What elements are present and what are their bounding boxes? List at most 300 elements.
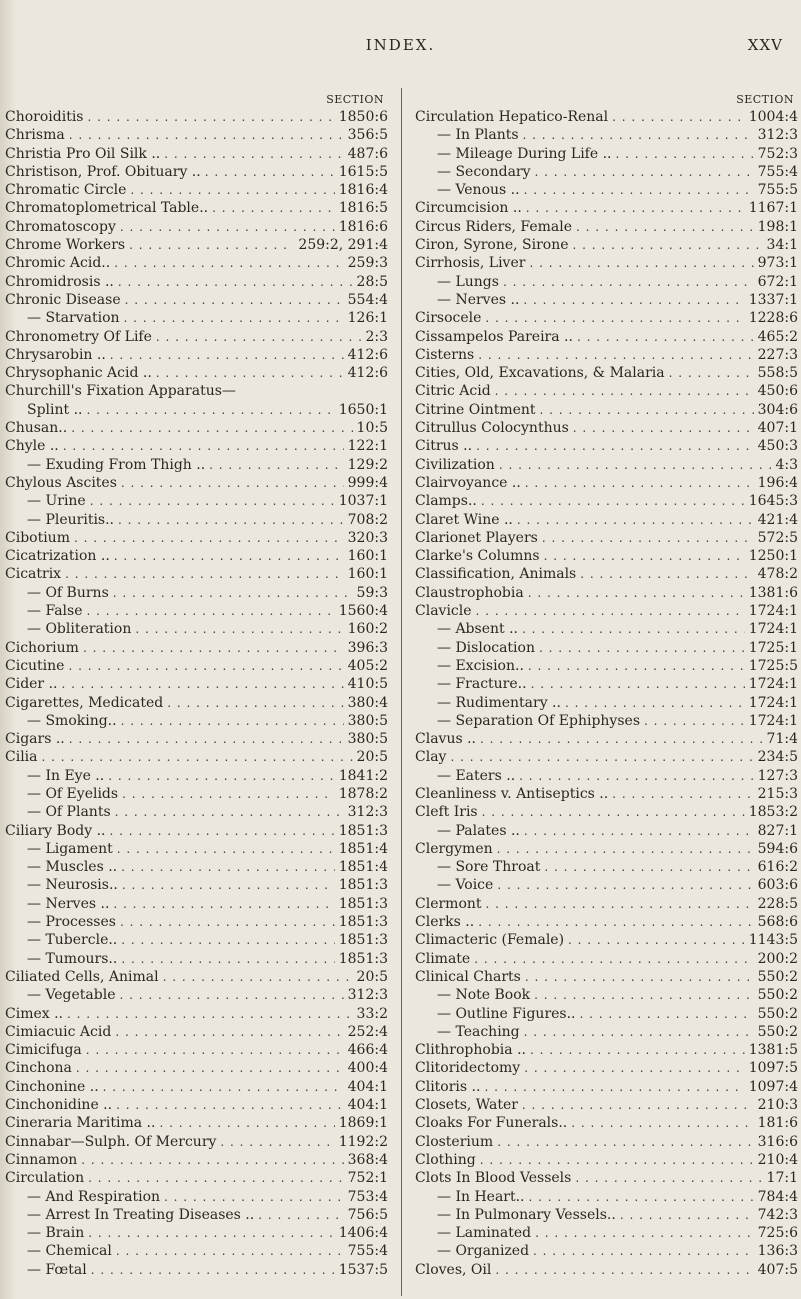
dot-leader xyxy=(580,565,753,583)
index-entry xyxy=(5,1133,388,1151)
index-entry xyxy=(5,1059,388,1077)
section-reference: 404:1 xyxy=(347,1078,388,1095)
index-entry xyxy=(415,913,798,931)
dot-leader xyxy=(113,895,334,913)
dot-leader xyxy=(116,1096,344,1114)
index-entry xyxy=(415,1151,798,1169)
index-term: Chrome Workers xyxy=(5,237,126,254)
index-term: Cinnabar—Sulph. Of Mercury xyxy=(5,1133,217,1150)
index-entry xyxy=(415,401,798,419)
index-entry xyxy=(5,730,388,748)
dot-leader xyxy=(482,803,745,821)
dot-leader xyxy=(130,181,334,199)
dot-leader xyxy=(69,730,344,748)
dot-leader xyxy=(478,346,753,364)
index-term: Chromatoplometrical Table.. xyxy=(5,200,209,217)
section-reference: 755:5 xyxy=(757,182,798,199)
section-reference: 753:4 xyxy=(347,1188,388,1205)
dot-leader xyxy=(575,1169,762,1187)
section-reference: 554:4 xyxy=(347,291,388,308)
section-column-label: SECTION xyxy=(326,93,384,106)
index-term: Choroiditis xyxy=(5,109,84,125)
dot-leader xyxy=(530,1041,745,1059)
dot-leader xyxy=(576,218,754,236)
dot-leader xyxy=(523,291,744,309)
section-reference: 1143:5 xyxy=(748,932,798,949)
index-term: Civilization xyxy=(415,456,495,473)
index-term: Cichorium xyxy=(5,639,79,656)
section-reference: 33:2 xyxy=(356,1005,388,1022)
section-reference: 396:3 xyxy=(347,639,388,656)
dot-leader xyxy=(114,547,344,565)
index-entry xyxy=(5,803,388,821)
section-reference: 1337:1 xyxy=(748,291,798,308)
index-term: Chrysophanic Acid .. xyxy=(5,365,152,382)
index-entry xyxy=(415,785,798,803)
section-reference: 400:4 xyxy=(347,1060,388,1077)
section-reference: 550:2 xyxy=(757,968,798,985)
section-reference: 356:5 xyxy=(347,127,388,144)
dot-leader xyxy=(164,145,343,163)
index-term: Cimex .. xyxy=(5,1005,63,1022)
dot-leader xyxy=(528,657,745,675)
dot-leader xyxy=(524,181,754,199)
index-term: Climate xyxy=(415,950,471,967)
index-entry xyxy=(415,1261,798,1279)
dot-leader xyxy=(528,584,745,602)
section-reference: 1851:4 xyxy=(338,840,388,857)
section-reference: 1381:6 xyxy=(748,584,798,601)
index-term: — Organized xyxy=(437,1243,530,1260)
index-entry xyxy=(5,309,388,327)
index-term: — Nerves .. xyxy=(437,291,520,308)
index-entry xyxy=(415,620,798,638)
index-term: — Note Book xyxy=(437,987,531,1004)
index-entry xyxy=(5,1261,388,1279)
section-reference: 1724:1 xyxy=(748,694,798,711)
dot-leader xyxy=(497,840,754,858)
section-reference: 160:2 xyxy=(347,621,388,638)
dot-leader xyxy=(113,584,353,602)
index-term: — Of Plants xyxy=(27,804,111,821)
index-term: — False xyxy=(27,603,83,620)
section-reference: 1724:1 xyxy=(748,712,798,729)
index-term: — Sore Throat xyxy=(437,859,541,876)
index-entry xyxy=(5,126,388,144)
index-entry xyxy=(415,1059,798,1077)
dot-leader xyxy=(539,639,745,657)
section-reference: 368:4 xyxy=(347,1151,388,1168)
index-entry xyxy=(415,1206,798,1224)
section-reference: 973:1 xyxy=(757,255,798,272)
section-reference: 1851:3 xyxy=(338,914,388,931)
section-reference: 1537:5 xyxy=(338,1261,388,1278)
index-entry xyxy=(415,437,798,455)
index-term: Cimicifuga xyxy=(5,1042,82,1059)
dot-leader xyxy=(63,437,344,455)
index-entry xyxy=(5,913,388,931)
index-entry xyxy=(5,950,388,968)
dot-leader xyxy=(120,986,344,1004)
dot-leader xyxy=(115,803,344,821)
index-entry xyxy=(415,126,798,144)
index-term: Chromidrosis .. xyxy=(5,273,114,290)
section-reference: 312:3 xyxy=(757,127,798,144)
dot-leader xyxy=(125,291,344,309)
section-reference: 1878:2 xyxy=(338,785,388,802)
dot-leader xyxy=(535,163,754,181)
section-reference: 1850:6 xyxy=(338,109,388,125)
index-term: Cigars .. xyxy=(5,731,65,748)
dot-leader xyxy=(525,474,754,492)
index-entry xyxy=(5,108,388,126)
index-term: — Chemical xyxy=(27,1243,112,1260)
index-entry xyxy=(415,822,798,840)
index-term: — And Respiration xyxy=(27,1188,161,1205)
index-term: Circus Riders, Female xyxy=(415,218,573,235)
dot-leader xyxy=(114,254,343,272)
index-term: — Obliteration xyxy=(27,621,132,638)
index-entry xyxy=(5,1005,388,1023)
index-entry xyxy=(415,1078,798,1096)
index-entry xyxy=(5,876,388,894)
dot-leader xyxy=(529,1188,754,1206)
dot-leader xyxy=(540,401,754,419)
index-entry xyxy=(415,895,798,913)
section-reference: 228:5 xyxy=(757,895,798,912)
section-reference: 259:2, 291:4 xyxy=(298,237,388,254)
index-entry xyxy=(5,1078,388,1096)
dot-leader xyxy=(571,1114,753,1132)
section-reference: 1645:3 xyxy=(748,493,798,510)
section-reference: 616:2 xyxy=(757,859,798,876)
index-entry xyxy=(5,858,388,876)
index-term: — Excision.. xyxy=(437,657,524,674)
section-reference: 59:3 xyxy=(356,584,388,601)
dot-leader xyxy=(529,254,753,272)
dot-leader xyxy=(534,986,754,1004)
dot-leader xyxy=(568,931,745,949)
dot-leader xyxy=(212,199,335,217)
section-reference: 4:3 xyxy=(775,456,798,473)
dot-leader xyxy=(163,968,353,986)
dot-leader xyxy=(74,529,344,547)
index-term: — Tumours.. xyxy=(27,950,118,967)
section-reference: 1724:1 xyxy=(748,621,798,638)
dot-leader xyxy=(118,511,344,529)
index-entry xyxy=(5,657,388,675)
index-entry xyxy=(415,163,798,181)
index-entry xyxy=(5,547,388,565)
dot-leader xyxy=(535,1224,754,1242)
dot-leader xyxy=(88,1224,334,1242)
index-column-left xyxy=(5,92,388,1279)
index-term: Clithrophobia .. xyxy=(415,1042,526,1059)
section-reference: 1004:4 xyxy=(748,109,798,125)
index-term: — Of Eyelids xyxy=(27,785,119,802)
index-term: — In Heart.. xyxy=(437,1188,525,1205)
section-reference: 198:1 xyxy=(757,218,798,235)
section-reference: 1724:1 xyxy=(748,603,798,620)
index-term: Cirrhosis, Liver xyxy=(415,255,526,272)
dot-leader xyxy=(121,474,344,492)
index-entry xyxy=(415,1096,798,1114)
section-reference: 550:2 xyxy=(757,1005,798,1022)
index-entry xyxy=(415,181,798,199)
index-term: — Arrest In Treating Diseases .. xyxy=(27,1206,255,1223)
dot-leader xyxy=(542,529,754,547)
dot-leader xyxy=(88,1169,344,1187)
dot-leader xyxy=(524,822,754,840)
index-term: Circulation xyxy=(5,1170,85,1187)
index-entry xyxy=(5,1188,388,1206)
dot-leader xyxy=(565,694,745,712)
index-term: Clothing xyxy=(415,1151,476,1168)
index-term: Chyle .. xyxy=(5,438,59,455)
index-term: — Lungs xyxy=(437,273,499,290)
section-reference: 1250:1 xyxy=(748,548,798,565)
dot-leader xyxy=(495,1261,753,1279)
dot-leader xyxy=(42,748,353,766)
section-reference: 181:6 xyxy=(757,1115,798,1132)
dot-leader xyxy=(86,1041,344,1059)
index-term: — Palates .. xyxy=(437,822,520,839)
dot-leader xyxy=(573,236,763,254)
index-term: — Secondary xyxy=(437,163,531,180)
dot-leader xyxy=(544,547,745,565)
dot-leader xyxy=(497,1133,753,1151)
index-term: Cleft Iris xyxy=(415,804,478,821)
index-term: Ciliated Cells, Animal xyxy=(5,968,159,985)
index-entry xyxy=(415,218,798,236)
index-term: Clarke's Columns xyxy=(415,548,540,565)
dot-leader xyxy=(478,913,753,931)
section-reference: 1381:5 xyxy=(748,1042,798,1059)
dot-leader xyxy=(644,712,745,730)
dot-leader xyxy=(484,1078,744,1096)
section-reference: 227:3 xyxy=(757,346,798,363)
section-reference: 1167:1 xyxy=(748,200,798,217)
dot-leader xyxy=(108,767,335,785)
index-term: Cimiacuic Acid xyxy=(5,1023,112,1040)
dot-leader xyxy=(205,163,335,181)
index-term: — Smoking.. xyxy=(27,712,117,729)
section-reference: 1615:5 xyxy=(338,163,388,180)
section-reference: 412:6 xyxy=(347,346,388,363)
index-term: Ciron, Syrone, Sirone xyxy=(415,237,569,254)
dot-leader xyxy=(669,364,754,382)
dot-leader xyxy=(480,1151,754,1169)
section-reference: 196:4 xyxy=(757,474,798,491)
index-entry xyxy=(415,254,798,272)
index-entry xyxy=(5,401,388,419)
index-term: Cissampelos Pareira .. xyxy=(415,328,573,345)
index-entry xyxy=(5,474,388,492)
dot-leader xyxy=(486,895,754,913)
dot-leader xyxy=(116,1242,344,1260)
index-entry xyxy=(5,712,388,730)
index-entry xyxy=(5,328,388,346)
index-term: Chromatoscopy xyxy=(5,218,116,235)
index-term: — Nerves .. xyxy=(27,895,110,912)
dot-leader xyxy=(135,620,343,638)
dot-leader xyxy=(124,309,344,327)
index-term: — Processes xyxy=(27,914,116,931)
index-entry xyxy=(415,1041,798,1059)
index-entry xyxy=(415,145,798,163)
index-entry xyxy=(5,1041,388,1059)
index-entry xyxy=(415,1188,798,1206)
index-term: Christia Pro Oil Silk .. xyxy=(5,145,161,162)
index-entry xyxy=(5,145,388,163)
index-term: Claustrophobia xyxy=(415,584,524,601)
index-term: Citrullus Colocynthus xyxy=(415,420,569,437)
dot-leader xyxy=(497,876,753,894)
page-number: XXV xyxy=(747,36,783,54)
index-term: Cigarettes, Medicated xyxy=(5,694,164,711)
section-reference: 1406:4 xyxy=(338,1225,388,1242)
dot-leader xyxy=(87,401,335,419)
section-reference: 1841:2 xyxy=(338,767,388,784)
section-reference: 316:6 xyxy=(757,1133,798,1150)
index-term: Clairvoyance .. xyxy=(415,474,521,491)
dot-leader xyxy=(68,657,343,675)
index-term: Cicatrix xyxy=(5,566,62,583)
index-entry xyxy=(415,273,798,291)
section-reference: 160:1 xyxy=(347,566,388,583)
dot-leader xyxy=(122,785,335,803)
index-entry xyxy=(415,565,798,583)
section-reference: 725:6 xyxy=(757,1225,798,1242)
dot-leader xyxy=(115,1023,343,1041)
dot-leader xyxy=(122,876,335,894)
dot-leader xyxy=(69,126,344,144)
dot-leader xyxy=(503,273,754,291)
index-entry xyxy=(415,931,798,949)
index-entry xyxy=(415,364,798,382)
index-term: Clerks .. xyxy=(415,914,475,931)
section-reference: 1816:4 xyxy=(338,182,388,199)
index-entry xyxy=(5,218,388,236)
index-entry xyxy=(5,565,388,583)
index-term: Cicutine xyxy=(5,657,65,674)
section-reference: 252:4 xyxy=(347,1023,388,1040)
index-term: — Pleuritis.. xyxy=(27,511,115,528)
dot-leader xyxy=(620,1206,754,1224)
index-entry xyxy=(5,602,388,620)
index-term: Cloves, Oil xyxy=(415,1261,492,1278)
index-entry xyxy=(415,584,798,602)
dot-leader xyxy=(118,273,353,291)
index-entry xyxy=(415,767,798,785)
index-term: — In Plants xyxy=(437,127,519,144)
section-reference: 380:5 xyxy=(347,731,388,748)
section-reference: 210:4 xyxy=(757,1151,798,1168)
index-term: — Neurosis.. xyxy=(27,877,118,894)
index-term: Chronic Disease xyxy=(5,291,121,308)
index-entry xyxy=(5,1242,388,1260)
index-entry xyxy=(5,694,388,712)
index-term: Classification, Animals xyxy=(415,566,577,583)
section-reference: 126:1 xyxy=(347,310,388,327)
index-term: — Teaching xyxy=(437,1023,520,1040)
section-reference: 1816:6 xyxy=(338,218,388,235)
index-entry xyxy=(5,584,388,602)
section-reference: 450:3 xyxy=(757,438,798,455)
index-term: Cineraria Maritima .. xyxy=(5,1115,156,1132)
dot-leader xyxy=(67,1005,353,1023)
index-entry xyxy=(5,785,388,803)
index-entry xyxy=(415,456,798,474)
index-term: — Brain xyxy=(27,1225,85,1242)
index-term: — Absent .. xyxy=(437,621,518,638)
dot-leader xyxy=(517,511,754,529)
index-term: — Fracture.. xyxy=(437,676,527,693)
index-entry xyxy=(415,291,798,309)
index-entry xyxy=(5,675,388,693)
dot-leader xyxy=(476,437,754,455)
dot-leader xyxy=(159,1114,334,1132)
index-entry xyxy=(5,1224,388,1242)
section-reference: 28:5 xyxy=(356,273,388,290)
index-term: Clamps.. xyxy=(415,493,477,510)
index-entry xyxy=(5,419,388,437)
section-reference: 259:3 xyxy=(347,255,388,272)
dot-leader xyxy=(167,694,343,712)
dot-leader xyxy=(258,1206,343,1224)
index-entry xyxy=(5,1151,388,1169)
index-entry xyxy=(415,748,798,766)
index-entry xyxy=(5,291,388,309)
index-term: Clavicle xyxy=(415,603,472,620)
index-term: — Tubercle.. xyxy=(27,932,118,949)
section-reference: 10:5 xyxy=(356,420,388,437)
index-entry xyxy=(5,1023,388,1041)
index-term: — Muscles .. xyxy=(27,859,118,876)
dot-leader xyxy=(164,1188,344,1206)
index-entry xyxy=(415,547,798,565)
section-reference: 755:4 xyxy=(757,163,798,180)
section-reference: 827:1 xyxy=(757,822,798,839)
section-reference: 20:5 xyxy=(356,968,388,985)
section-reference: 550:2 xyxy=(757,1023,798,1040)
index-entry xyxy=(415,675,798,693)
index-term: — Exuding From Thigh .. xyxy=(27,456,206,473)
section-reference: 1869:1 xyxy=(338,1115,388,1132)
index-term: — Separation Of Ephiphyses xyxy=(437,712,640,729)
dot-leader xyxy=(533,1242,754,1260)
index-entry xyxy=(5,346,388,364)
index-term: Cinchonine .. xyxy=(5,1078,99,1095)
index-entry xyxy=(5,968,388,986)
index-entry xyxy=(415,474,798,492)
section-reference: 465:2 xyxy=(757,328,798,345)
section-reference: 20:5 xyxy=(356,749,388,766)
index-entry xyxy=(5,840,388,858)
index-entry xyxy=(5,511,388,529)
index-entry xyxy=(5,895,388,913)
section-reference: 122:1 xyxy=(347,438,388,455)
section-reference: 136:3 xyxy=(757,1243,798,1260)
dot-leader xyxy=(522,1096,754,1114)
index-entry xyxy=(5,639,388,657)
section-reference: 410:5 xyxy=(347,676,388,693)
section-reference: 380:5 xyxy=(347,712,388,729)
section-reference: 1851:4 xyxy=(338,859,388,876)
dot-leader xyxy=(61,675,343,693)
dot-leader xyxy=(519,767,753,785)
index-term: — Starvation xyxy=(27,310,120,327)
